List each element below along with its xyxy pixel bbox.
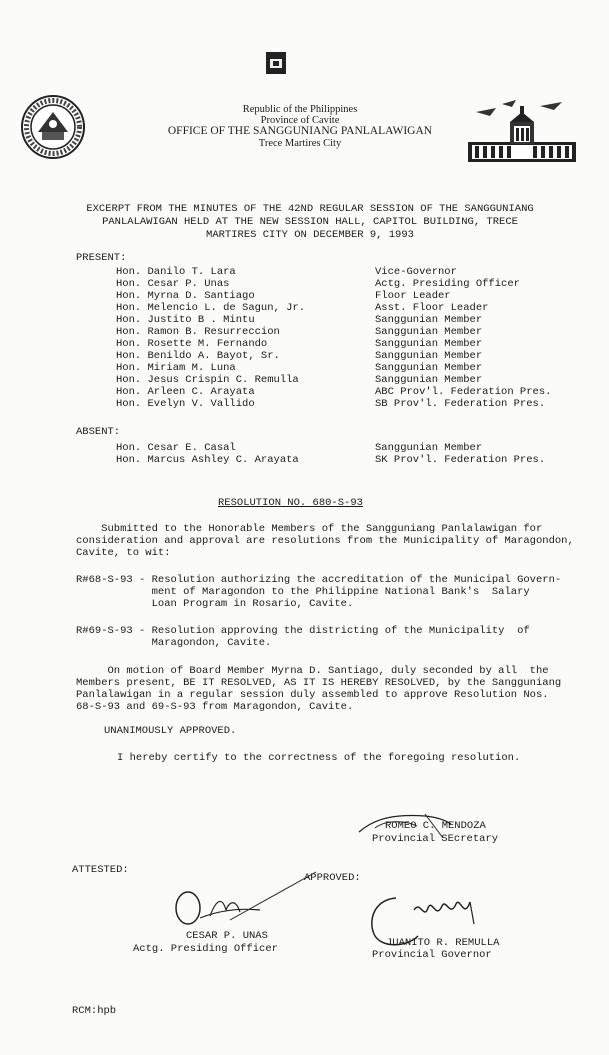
presiding-officer-name: CESAR P. UNAS <box>186 930 268 942</box>
motion-line-1: On motion of Board Member Myrna D. Santiago, duly seconded by all the <box>76 665 549 677</box>
present-name: Hon. Cesar P. Unas <box>116 278 230 290</box>
present-position: Vice-Governor <box>375 266 457 278</box>
absent-name: Hon. Cesar E. Casal <box>116 442 236 454</box>
capitol-building-illustration <box>466 98 578 164</box>
governor-title: Provincial Governor <box>372 949 492 961</box>
resolution-number: RESOLUTION NO. 680-S-93 <box>218 497 363 509</box>
provincial-seal <box>20 94 86 160</box>
item1-line-3: Loan Program in Rosario, Cavite. <box>76 598 354 610</box>
present-name: Hon. Justito B . Mintu <box>116 314 255 326</box>
present-position: Asst. Floor Leader <box>375 302 489 314</box>
present-name: Hon. Jesus Crispin C. Remulla <box>116 374 299 386</box>
title-line-2: PANLALAWIGAN HELD AT THE NEW SESSION HALL, CAPITOL BUILDING, TRECE <box>102 216 518 228</box>
present-name: Hon. Evelyn V. Vallido <box>116 398 255 410</box>
motion-line-4: 68-S-93 and 69-S-93 from Maragondon, Cavite. <box>76 701 354 713</box>
secretary-title: Provincial SEcretary <box>372 833 499 845</box>
present-position: Sanggunian Member <box>375 374 483 386</box>
item2-line-1: R#69-S-93 - Resolution approving the districting of the Municipality of <box>76 625 530 637</box>
present-position: ABC Prov'l. Federation Pres. <box>375 386 552 398</box>
absent-label: ABSENT: <box>76 426 121 438</box>
present-name: Hon. Rosette M. Fernando <box>116 338 268 350</box>
present-name: Hon. Miriam M. Luna <box>116 362 236 374</box>
certification-text: I hereby certify to the correctness of the foregoing resolution. <box>117 752 521 764</box>
top-emblem <box>266 52 286 74</box>
present-position: SB Prov'l. Federation Pres. <box>375 398 546 410</box>
absent-position: Sanggunian Member <box>375 442 483 454</box>
present-position: Sanggunian Member <box>375 362 483 374</box>
secretary-name: ROMEO C. MENDOZA <box>385 820 486 832</box>
header-office: OFFICE OF THE SANGGUNIANG PANLALAWIGAN <box>167 125 433 137</box>
present-position: Actg. Presiding Officer <box>375 278 520 290</box>
present-label: PRESENT: <box>76 252 127 264</box>
approved-label: APPROVED: <box>304 872 361 884</box>
present-name: Hon. Benildo A. Bayot, Sr. <box>116 350 280 362</box>
item1-line-2: ment of Maragondon to the Philippine National Bank's Salary <box>76 586 530 598</box>
absent-name: Hon. Marcus Ashley C. Arayata <box>116 454 299 466</box>
motion-line-2: Members present, BE IT RESOLVED, AS IT IS HEREBY RESOLVED, by the Sangguniang <box>76 677 562 689</box>
present-position: Floor Leader <box>375 290 451 302</box>
present-name: Hon. Melencio L. de Sagun, Jr. <box>116 302 306 314</box>
present-position: Sanggunian Member <box>375 350 483 362</box>
motion-line-3: Panlalawigan in a regular session duly assembled to approve Resolution Nos. <box>76 689 549 701</box>
present-name: Hon. Danilo T. Lara <box>116 266 236 278</box>
intro-line-3: Cavite, to wit: <box>76 547 171 559</box>
present-name: Hon. Myrna D. Santiago <box>116 290 255 302</box>
present-position: Sanggunian Member <box>375 314 483 326</box>
present-name: Hon. Arleen C. Arayata <box>116 386 255 398</box>
item1-line-1: R#68-S-93 - Resolution authorizing the accreditation of the Municipal Govern- <box>76 574 562 586</box>
attested-label: ATTESTED: <box>72 864 129 876</box>
present-name: Hon. Ramon B. Resurreccion <box>116 326 280 338</box>
presiding-officer-signature <box>170 870 320 930</box>
governor-name: JUANITO R. REMULLA <box>386 937 500 949</box>
absent-position: SK Prov'l. Federation Pres. <box>375 454 546 466</box>
header-republic: Republic of the Philippines <box>242 104 358 115</box>
title-line-1: EXCERPT FROM THE MINUTES OF THE 42ND REGULAR SESSION OF THE SANGGUNIANG <box>86 203 534 215</box>
present-position: Sanggunian Member <box>375 326 483 338</box>
unanimous-approval: UNANIMOUSLY APPROVED. <box>104 725 237 737</box>
intro-line-2: consideration and approval are resolutions from the Municipality of Maragondon, <box>76 535 574 547</box>
title-line-3: MARTIRES CITY ON DECEMBER 9, 1993 <box>206 229 414 241</box>
present-position: Sanggunian Member <box>375 338 483 350</box>
header-city: Trece Martires City <box>258 138 342 149</box>
presiding-officer-title: Actg. Presiding Officer <box>133 943 278 955</box>
typist-initials: RCM:hpb <box>72 1005 117 1017</box>
header-province: Province of Cavite <box>260 115 340 126</box>
intro-line-1: Submitted to the Honorable Members of the Sangguniang Panlalawigan for <box>76 523 543 535</box>
item2-line-2: Maragondon, Cavite. <box>76 637 272 649</box>
